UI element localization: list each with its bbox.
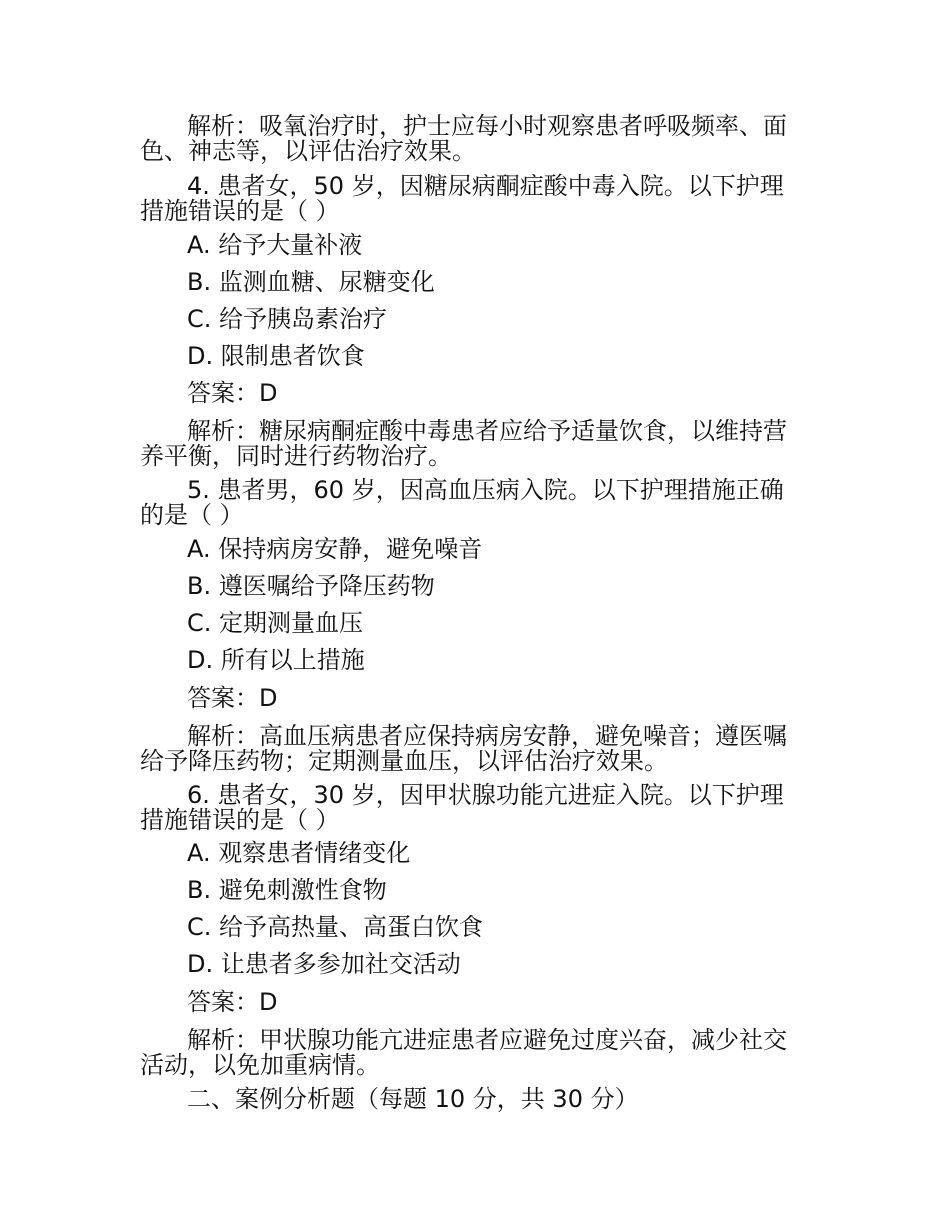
question-6-option-b: B. 避免刺激性食物 [187, 876, 387, 904]
question-4-answer: 答案：D [187, 379, 278, 407]
question-5-option-c: C. 定期测量血压 [187, 609, 364, 637]
question-5-answer: 答案：D [187, 684, 278, 712]
question-6-explanation-cont: 活动，以免加重病情。 [140, 1051, 380, 1079]
question-4-option-c: C. 给予胰岛素治疗 [187, 305, 388, 333]
question-6-option-a: A. 观察患者情绪变化 [187, 839, 411, 867]
question-4-option-b: B. 监测血糖、尿糖变化 [187, 268, 435, 296]
question-5-stem: 5. 患者男，60 岁，因高血压病入院。以下护理措施正确 [187, 476, 784, 504]
question-4-option-a: A. 给予大量补液 [187, 231, 363, 259]
question-4-explanation-cont: 养平衡，同时进行药物治疗。 [140, 442, 452, 470]
section-heading: 二、案例分析题（每题 10 分，共 30 分） [187, 1085, 639, 1113]
question-5-explanation: 解析：高血压病患者应保持病房安静，避免噪音；遵医嘱 [187, 722, 787, 750]
question-5-option-a: A. 保持病房安静，避免噪音 [187, 535, 483, 563]
question-4-stem-cont: 措施错误的是（ ） [140, 197, 340, 225]
question-4-explanation: 解析：糖尿病酮症酸中毒患者应给予适量饮食，以维持营 [187, 417, 787, 445]
question-5-option-d: D. 所有以上措施 [187, 646, 365, 674]
question-6-stem-cont: 措施错误的是（ ） [140, 806, 340, 834]
question-5-option-b: B. 遵医嘱给予降压药物 [187, 572, 435, 600]
question-6-option-c: C. 给予高热量、高蛋白饮食 [187, 913, 484, 941]
question-6-stem: 6. 患者女，30 岁，因甲状腺功能亢进症入院。以下护理 [187, 781, 784, 809]
question-6-option-d: D. 让患者多参加社交活动 [187, 950, 461, 978]
question-6-answer: 答案：D [187, 988, 278, 1016]
explanation-line: 色、神志等，以评估治疗效果。 [140, 137, 476, 165]
question-4-stem: 4. 患者女，50 岁，因糖尿病酮症酸中毒入院。以下护理 [187, 172, 784, 200]
explanation-line: 解析：吸氧治疗时，护士应每小时观察患者呼吸频率、面 [187, 112, 787, 140]
question-5-explanation-cont: 给予降压药物；定期测量血压，以评估治疗效果。 [140, 747, 668, 775]
question-5-stem-cont: 的是（ ） [140, 501, 244, 529]
question-4-option-d: D. 限制患者饮食 [187, 342, 365, 370]
question-6-explanation: 解析：甲状腺功能亢进症患者应避免过度兴奋，减少社交 [187, 1026, 787, 1054]
